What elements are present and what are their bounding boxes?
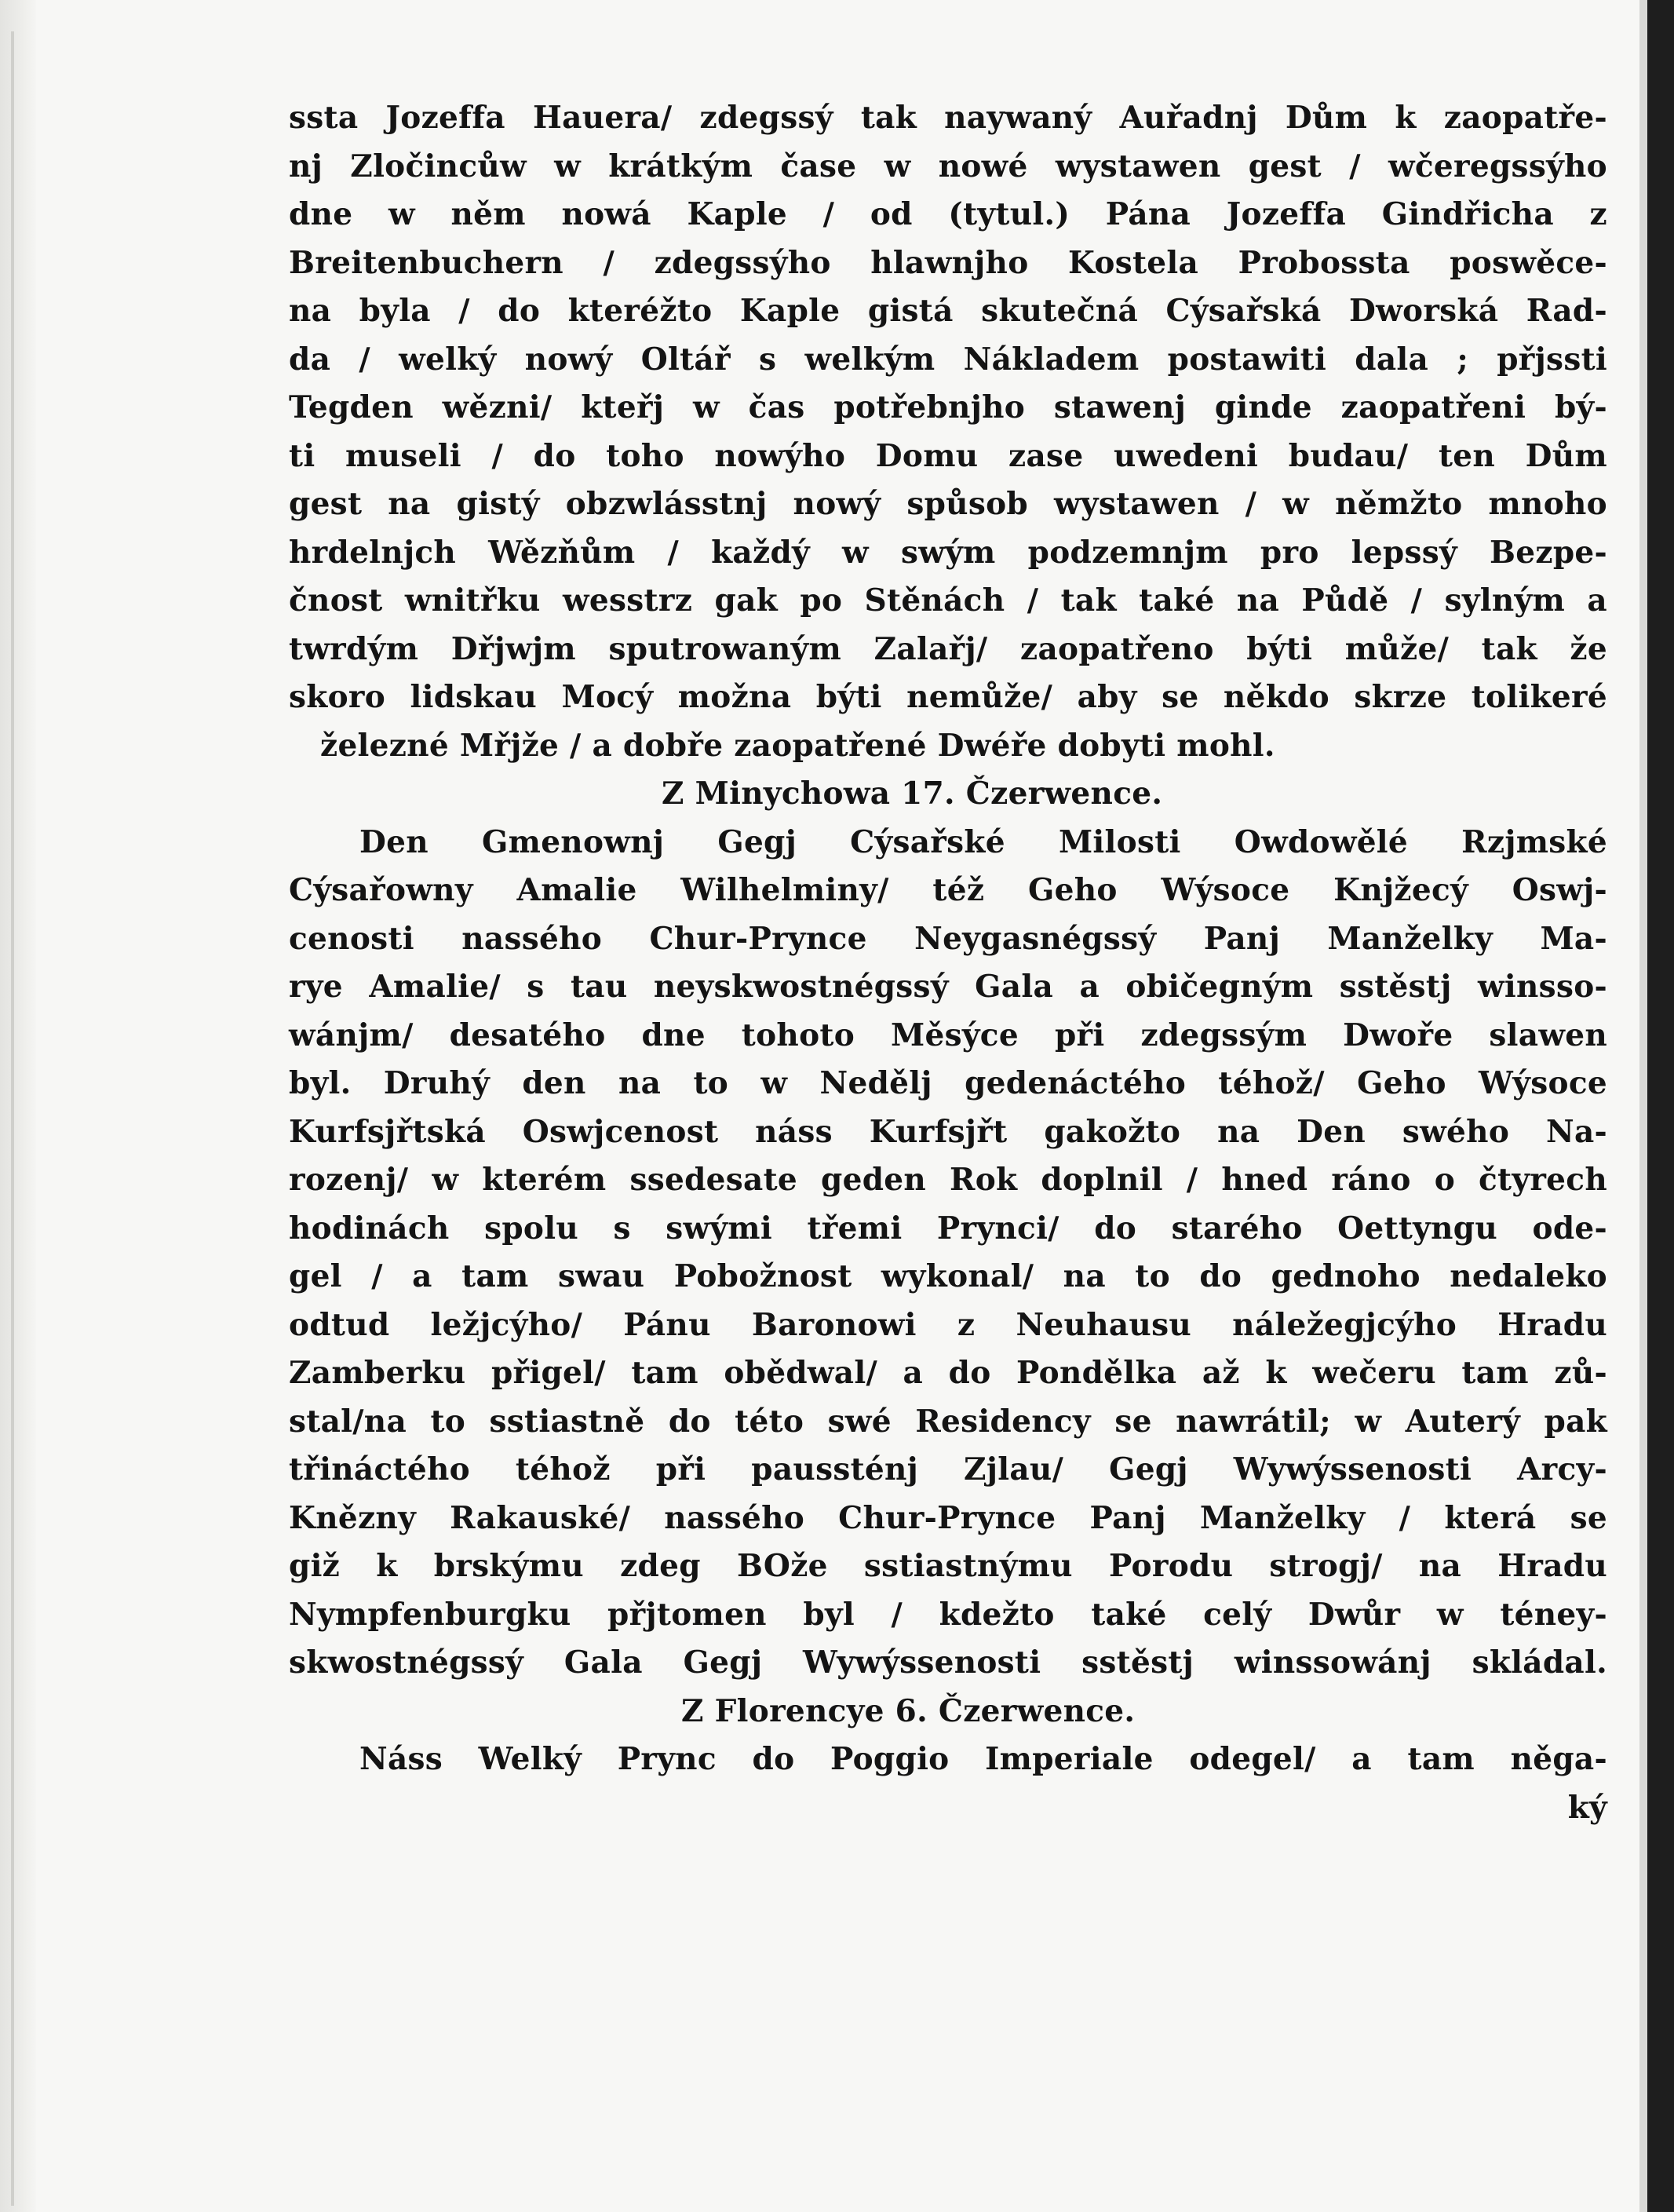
text-line: dne w něm nowá Kaple / od (tytul.) Pána Jozeffa Gindřicha z bbox=[289, 196, 1607, 232]
text-line: skoro lidskau Mocý možna býti nemůže/ aby se někdo skrze tolikeré bbox=[289, 679, 1607, 715]
text-line: Tegden wězni/ kteřj w čas potřebnjho stawenj ginde zaopatřeni bý- bbox=[289, 389, 1607, 425]
text-line: rye Amalie/ s tau neyskwostnégssý Gala a običegným sstěstj winsso- bbox=[289, 969, 1607, 1005]
text-line: odtud ležjcýho/ Pánu Baronowi z Neuhausu náležegjcýho Hradu bbox=[289, 1306, 1607, 1343]
text-line: gel / a tam swau Pobožnost wykonal/ na to do gednoho nedaleko bbox=[289, 1258, 1607, 1294]
book-gutter bbox=[0, 0, 36, 2212]
text-line: rozenj/ w kterém ssedesate geden Rok doplnil / hned ráno o čtyrech bbox=[289, 1162, 1607, 1198]
text-line: twrdým Dřjwjm sputrowaným Zalařj/ zaopatřeno býti může/ tak že bbox=[289, 630, 1607, 667]
page-edge-shadow bbox=[1639, 0, 1647, 2212]
text-line: třináctého téhož při paussténj Zjlau/ Gegj Wywýssenosti Arcy- bbox=[289, 1451, 1607, 1487]
text-line: ti museli / do toho nowýho Domu zase uwedeni budau/ ten Dům bbox=[289, 437, 1607, 474]
text-line: stal/na to sstiastně do této swé Residency se nawrátil; w Auterý pak bbox=[289, 1403, 1607, 1440]
text-line: hodinách spolu s swými třemi Prynci/ do starého Oettyngu ode- bbox=[289, 1210, 1607, 1247]
text-line: na byla / do kteréžto Kaple gistá skutečná Cýsařská Dworská Rad- bbox=[289, 293, 1607, 329]
scan-border bbox=[1647, 0, 1674, 2212]
text-line: čnost wnitřku wesstrz gak po Stěnách / tak také na Půdě / sylným a bbox=[289, 582, 1607, 619]
text-line: hrdelnjch Wězňům / každý w swým podzemnjm pro lepssý Bezpe- bbox=[289, 534, 1607, 571]
text-line: giž k brskýmu zdeg BOže sstiastnýmu Porodu strogj/ na Hradu bbox=[289, 1548, 1607, 1584]
text-line: ssta Jozeffa Hauera/ zdegssý tak naywaný Auřadnj Dům k zaopatře- bbox=[289, 100, 1607, 136]
text-line: Knězny Rakauské/ nassého Chur-Prynce Panj Manželky / která se bbox=[289, 1499, 1607, 1536]
text-line: Kurfsjřtská Oswjcenost náss Kurfsjřt gakožto na Den swého Na- bbox=[289, 1113, 1607, 1150]
text-block bbox=[289, 94, 1607, 1832]
text-line: železné Mřjže / a dobře zaopatřené Dwéře dobyti mohl. bbox=[320, 727, 1275, 764]
text-line: wánjm/ desatého dne tohoto Měsýce při zdegssým Dwoře slawen bbox=[289, 1017, 1607, 1053]
section-heading: Z Minychowa 17. Čzerwence. bbox=[662, 776, 1163, 812]
gutter-fold-line bbox=[11, 31, 14, 2206]
text-line: nj Zločincůw w krátkým čase w nowé wystawen gest / wčeregssýho bbox=[289, 148, 1607, 184]
text-line: Náss Welký Prync do Poggio Imperiale odegel/ a tam něga- bbox=[359, 1741, 1607, 1777]
text-line: Den Gmenownj Gegj Cýsařské Milosti Owdowělé Rzjmské bbox=[359, 823, 1607, 860]
catchword: ký bbox=[1567, 1789, 1607, 1826]
text-line: Nympfenburgku přjtomen byl / kdežto také celý Dwůr w téney- bbox=[289, 1596, 1607, 1633]
text-line: cenosti nassého Chur-Prynce Neygasnégssý Panj Manželky Ma- bbox=[289, 920, 1607, 957]
text-line: Breitenbuchern / zdegssýho hlawnjho Kostela Probossta poswěce- bbox=[289, 244, 1607, 281]
section-heading: Z Florencye 6. Čzerwence. bbox=[681, 1692, 1136, 1729]
text-line: gest na gistý obzwlásstnj nowý spůsob wystawen / w němžto mnoho bbox=[289, 486, 1607, 522]
text-line: byl. Druhý den na to w Nedělj gedenáctého téhož/ Geho Wýsoce bbox=[289, 1065, 1607, 1101]
text-line: Cýsařowny Amalie Wilhelminy/ též Geho Wýsoce Knjžecý Oswj- bbox=[289, 872, 1607, 908]
text-line: Zamberku přigel/ tam obědwal/ a do Pondělka až k wečeru tam zů- bbox=[289, 1355, 1607, 1391]
text-line: skwostnégssý Gala Gegj Wywýssenosti sstěstj winssowánj skládal. bbox=[289, 1644, 1607, 1681]
text-line: da / welký nowý Oltář s welkým Nákladem postawiti dala ; přjssti bbox=[289, 341, 1607, 378]
